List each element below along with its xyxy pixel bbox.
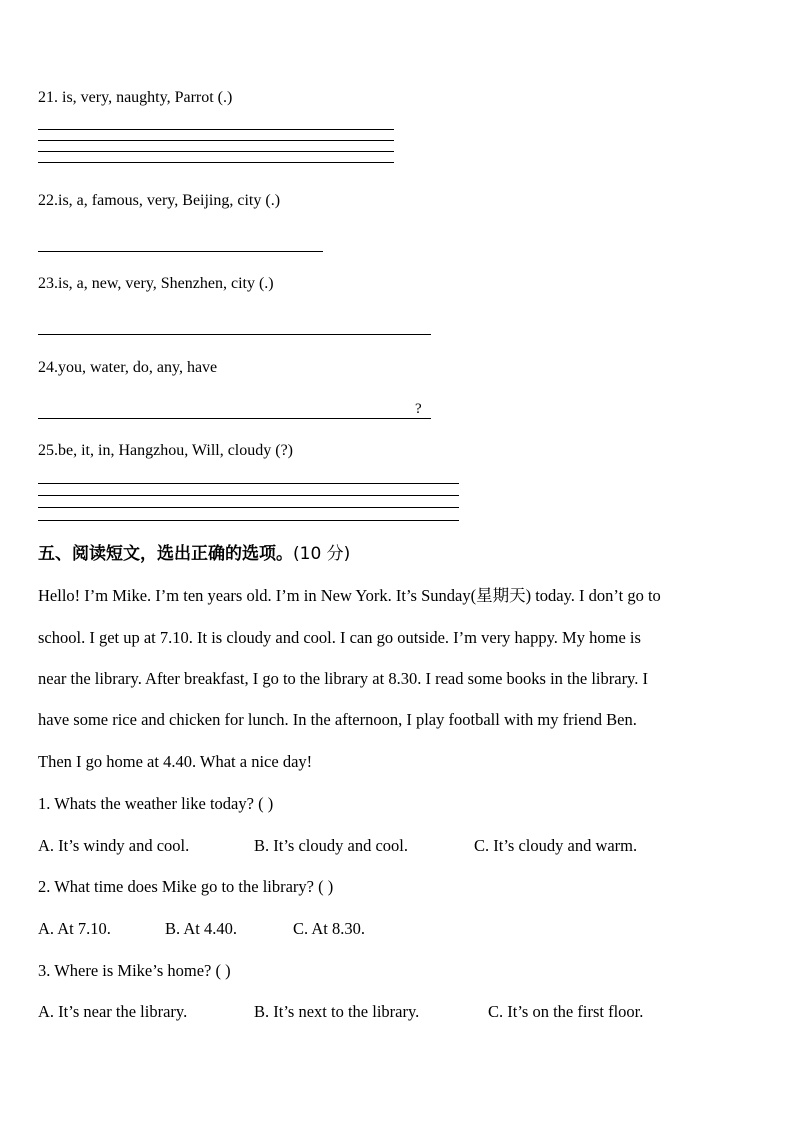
passage-line: school. I get up at 7.10. It is cloudy and cool. I can go outside. I’m very happy. My home is [38,628,641,647]
answer-line[interactable] [38,140,394,141]
option-c[interactable]: C. It’s cloudy and warm. [474,836,638,855]
question-words: . is, very, naughty, Parrot (.) [54,89,233,106]
option-b[interactable]: B. It’s next to the library. [254,1002,420,1021]
option-b[interactable]: B. It’s cloudy and cool. [254,836,408,855]
section-score: (10 分) [293,544,351,564]
question-number: 25 [38,442,54,459]
question-number: 22 [38,192,54,209]
answer-line[interactable] [38,162,394,163]
option-b[interactable]: B. At 4.40. [165,919,237,938]
reading-question-2: 2. What time does Mike go to the library? ( ) [38,877,334,896]
reading-question-1: 1. Whats the weather like today? ( ) [38,794,274,813]
option-c[interactable]: C. At 8.30. [293,919,365,938]
section-title: 五、阅读短文，选出正确的选项。 [38,544,293,564]
passage-line: have some rice and chicken for lunch. In the afternoon, I play football with my friend Ben. [38,710,637,729]
question-words: .is, a, famous, very, Beijing, city (.) [54,192,281,209]
section-heading [38,543,350,565]
answer-line[interactable] [38,129,394,130]
answer-line[interactable] [38,495,459,496]
option-c[interactable]: C. It’s on the first floor. [488,1002,644,1021]
answer-line[interactable] [38,520,459,521]
question-21 [38,88,232,108]
reading-question-3: 3. Where is Mike’s home? ( ) [38,961,231,980]
question-number: 21 [38,89,54,106]
passage-line: near the library. After breakfast, I go to the library at 8.30. I read some books in the library. I [38,669,648,688]
answer-line[interactable] [38,483,459,484]
answer-line[interactable] [38,334,431,335]
option-a[interactable]: A. It’s windy and cool. [38,836,190,855]
answer-line[interactable] [38,507,459,508]
question-25 [38,441,293,461]
answer-line[interactable] [38,151,394,152]
question-number: 23 [38,275,54,292]
question-words: .you, water, do, any, have [54,359,218,376]
passage-line: Then I go home at 4.40. What a nice day! [38,752,313,771]
question-22 [38,191,280,211]
option-a[interactable]: A. At 7.10. [38,919,111,938]
answer-line[interactable] [38,251,323,252]
passage-line: Hello! I’m Mike. I’m ten years old. I’m in New York. It’s Sunday(星期天) today. I don’t go to [38,586,661,605]
question-23 [38,274,274,294]
option-a[interactable]: A. It’s near the library. [38,1002,188,1021]
question-words: .is, a, new, very, Shenzhen, city (.) [54,275,274,292]
question-24 [38,358,217,378]
question-words: .be, it, in, Hangzhou, Will, cloudy (?) [54,442,294,459]
question-mark: ? [415,401,422,417]
answer-line[interactable] [38,418,431,419]
question-number: 24 [38,359,54,376]
